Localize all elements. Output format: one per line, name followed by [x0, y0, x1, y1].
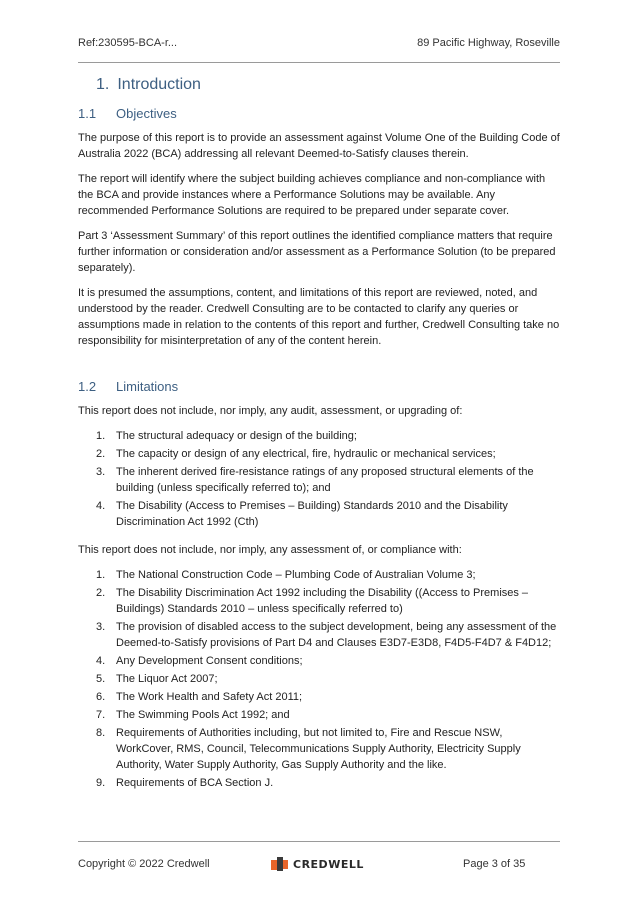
limitations-intro: This report does not include, nor imply, any assessment of, or compliance with: — [78, 544, 462, 556]
list-item-text: The Disability Discrimination Act 1992 including the Disability ((Access to Premises – Buildings) Standards 2010 – unless specifically referred to) — [116, 587, 529, 615]
header-reference: Ref:230595-BCA-r... — [78, 37, 178, 49]
list-item — [78, 585, 560, 617]
header-address: 89 Pacific Highway, Roseville — [417, 37, 560, 49]
list-item-text: The Swimming Pools Act 1992; and — [116, 709, 290, 721]
list-item-text: The Liquor Act 2007; — [116, 673, 218, 685]
objectives-paragraph: The report will identify where the subject building achieves compliance and non-compliance with the BCA and provide instances where a Performance Solutions may be available. Any recommended Performance Solutions are required to be prepared under separate cover. — [78, 173, 546, 217]
credwell-logo-icon — [271, 856, 289, 872]
list-item-number: 5. — [96, 673, 106, 685]
objectives-paragraph: It is presumed the assumptions, content, and limitations of this report are reviewed, noted, and understood by the reader. Credwell Consulting are to be contacted to clarify any queries or assumptions made in relation to the contents of this report and further, Credwell Consulting take no responsibility for misinterpretation of any of the content herein. — [78, 287, 560, 347]
list-item — [78, 428, 560, 444]
list-item — [78, 567, 560, 583]
list-item-text: The inherent derived fire-resistance ratings of any proposed structural elements of the building (unless specifically referred to); and — [116, 466, 534, 494]
page-content — [78, 76, 560, 803]
page-header — [78, 37, 560, 49]
limitations-intro: This report does not include, nor imply, any audit, assessment, or upgrading of: — [78, 405, 463, 417]
subsection-number: 1.1 — [78, 106, 97, 121]
list-item-number: 3. — [96, 466, 106, 478]
objectives-paragraph: Part 3 ‘Assessment Summary’ of this report outlines the identified compliance matters that require further information or consideration and/or assessment as a Performance Solution (to be prepared separately). — [78, 230, 556, 274]
credwell-logo — [271, 856, 364, 872]
list-item-text: Any Development Consent conditions; — [116, 655, 303, 667]
page-number: Page 3 of 35 — [463, 858, 526, 870]
list-item-number: 2. — [96, 448, 106, 460]
section-number: 1. — [96, 76, 110, 93]
list-item-number: 7. — [96, 709, 106, 721]
subsection-number: 1.2 — [78, 379, 97, 394]
subsection-title: Limitations — [116, 379, 179, 394]
list-item — [78, 446, 560, 462]
objectives-paragraph: The purpose of this report is to provide an assessment against Volume One of the Building Code of Australia 2022 (BCA) addressing all relevant Deemed-to-Satisfy clauses therein. — [78, 132, 560, 160]
list-item-number: 1. — [96, 569, 106, 581]
list-item-number: 3. — [96, 621, 106, 633]
list-item — [78, 498, 560, 530]
footer-divider — [78, 841, 560, 842]
list-item — [78, 464, 560, 496]
list-item — [78, 707, 560, 723]
list-item-text: Requirements of BCA Section J. — [116, 777, 274, 789]
section-title: Introduction — [117, 76, 201, 93]
list-item-text: The capacity or design of any electrical, fire, hydraulic or mechanical services; — [116, 448, 496, 460]
list-item-number: 9. — [96, 777, 106, 789]
subsection-heading-objectives — [78, 106, 560, 121]
header-divider — [78, 62, 560, 63]
list-item-text: The structural adequacy or design of the building; — [116, 430, 357, 442]
list-item-number: 4. — [96, 500, 106, 512]
list-item-text: The Disability (Access to Premises – Building) Standards 2010 and the Disability Discrimination Act 1992 (Cth) — [116, 500, 508, 528]
section-heading-introduction — [96, 76, 560, 94]
list-item-text: Requirements of Authorities including, but not limited to, Fire and Rescue NSW, WorkCover, RMS, Council, Telecommunications Supply Authority, Electricity Supply Authority, Water Supply Authority, Gas Supply Authority and the like. — [116, 727, 521, 771]
list-item-text: The provision of disabled access to the subject development, being any assessment of the Deemed-to-Satisfy provisions of Part D4 and Clauses E3D7-E3D8, F4D5-F4D7 & F4D12; — [116, 621, 557, 649]
limitations-exclusions-list — [78, 428, 560, 530]
list-item — [78, 775, 560, 791]
list-item-number: 6. — [96, 691, 106, 703]
list-item — [78, 619, 560, 651]
footer-copyright: Copyright © 2022 Credwell — [78, 858, 210, 870]
list-item — [78, 671, 560, 687]
subsection-heading-limitations — [78, 379, 560, 394]
list-item-text: The Work Health and Safety Act 2011; — [116, 691, 303, 703]
list-item — [78, 653, 560, 669]
list-item — [78, 725, 560, 773]
list-item-number: 8. — [96, 727, 106, 739]
limitations-compliance-list — [78, 567, 560, 791]
logo-wordmark: CREDWELL — [293, 857, 364, 871]
list-item — [78, 689, 560, 705]
list-item-number: 1. — [96, 430, 106, 442]
list-item-number: 4. — [96, 655, 106, 667]
list-item-text: The National Construction Code – Plumbing Code of Australian Volume 3; — [116, 569, 476, 581]
subsection-title: Objectives — [116, 106, 177, 121]
list-item-number: 2. — [96, 587, 106, 599]
